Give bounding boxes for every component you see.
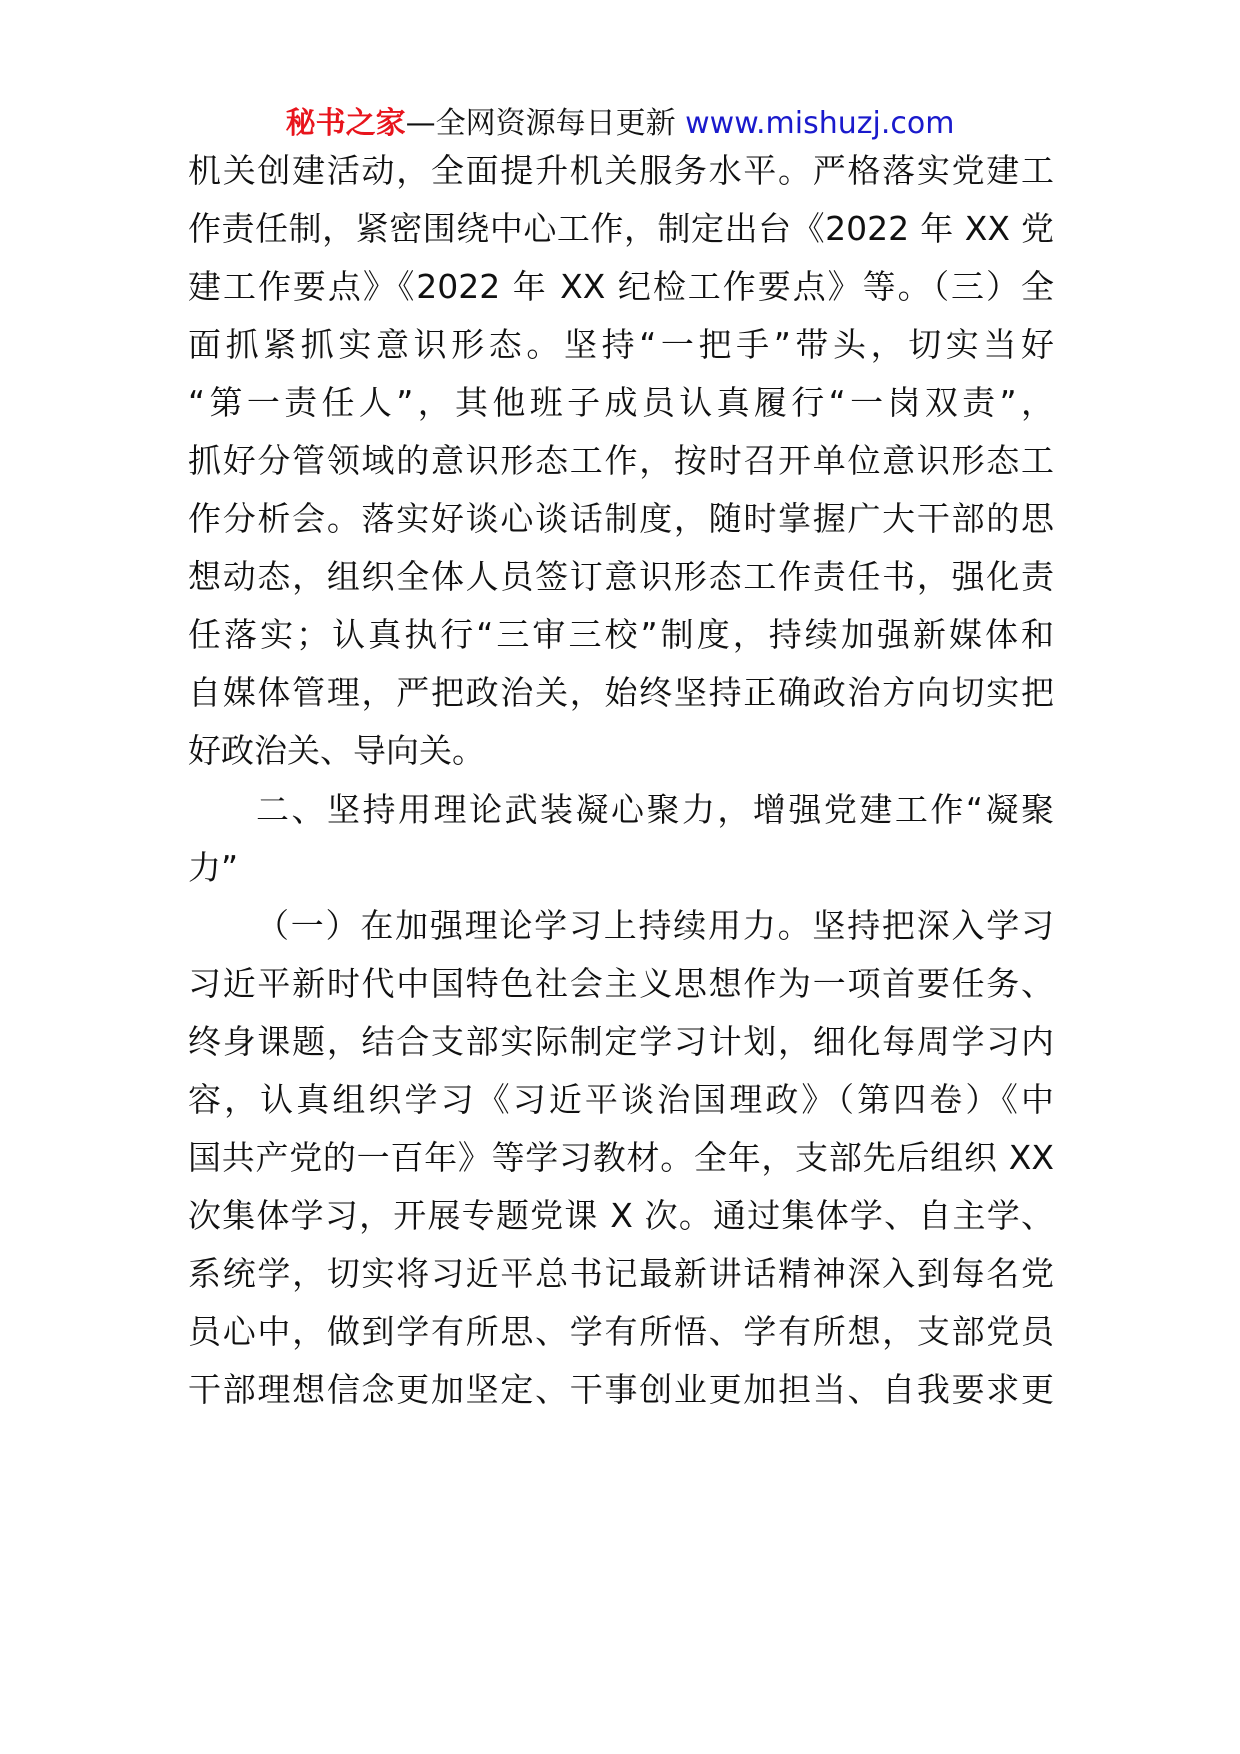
section-heading: 二、坚持用理论武装凝心聚力，增强党建工作“凝聚 <box>256 790 1054 829</box>
paragraph-line: 习近平新时代中国特色社会主义思想作为一项首要任务、 <box>188 964 1054 1003</box>
paragraph-line: 干部理想信念更加坚定、干事创业更加担当、自我要求更 <box>188 1370 1054 1409</box>
paragraph-line: 作分析会。落实好谈心谈话制度，随时掌握广大干部的思 <box>188 499 1054 538</box>
paragraph-line: 国共产党的一百年》等学习教材。全年，支部先后组织 XX <box>188 1138 1054 1177</box>
paragraph-line: “第一责任人”，其他班子成员认真履行“一岗双责”， <box>188 383 1054 422</box>
header-slogan: —全网资源每日更新 <box>405 106 686 141</box>
site-header <box>0 104 1240 144</box>
paragraph-line: 作责任制，紧密围绕中心工作，制定出台《2022 年 XX 党 <box>188 209 1054 248</box>
paragraph-line: 终身课题，结合支部实际制定学习计划，细化每周学习内 <box>188 1022 1054 1061</box>
paragraph-line: 任落实；认真执行“三审三校”制度，持续加强新媒体和 <box>188 615 1054 654</box>
paragraph-line: 次集体学习，开展专题党课 X 次。通过集体学、自主学、 <box>188 1196 1054 1235</box>
paragraph-line: 容，认真组织学习《习近平谈治国理政》（第四卷）《中 <box>188 1080 1054 1119</box>
paragraph-line: 想动态，组织全体人员签订意识形态工作责任书，强化责 <box>188 557 1054 596</box>
paragraph-line: 自媒体管理，严把政治关，始终坚持正确政治方向切实把 <box>188 673 1054 712</box>
paragraph-line: 抓好分管领域的意识形态工作，按时召开单位意识形态工 <box>188 441 1054 480</box>
paragraph-line: 机关创建活动，全面提升机关服务水平。严格落实党建工 <box>188 151 1054 190</box>
paragraph-line: 员心中，做到学有所思、学有所悟、学有所想，支部党员 <box>188 1312 1054 1351</box>
paragraph-line: 建工作要点》《2022 年 XX 纪检工作要点》等。（三）全 <box>188 267 1054 306</box>
site-url-link[interactable]: www.mishuzj.com <box>685 106 955 141</box>
paragraph-line: 好政治关、导向关。 <box>188 731 485 770</box>
section-heading-continued: 力” <box>188 848 239 887</box>
brand-name: 秘书之家 <box>285 106 406 141</box>
paragraph-line: （一）在加强理论学习上持续用力。坚持把深入学习 <box>256 906 1054 945</box>
paragraph-line: 系统学，切实将习近平总书记最新讲话精神深入到每名党 <box>188 1254 1054 1293</box>
paragraph-line: 面抓紧抓实意识形态。坚持“一把手”带头，切实当好 <box>188 325 1054 364</box>
